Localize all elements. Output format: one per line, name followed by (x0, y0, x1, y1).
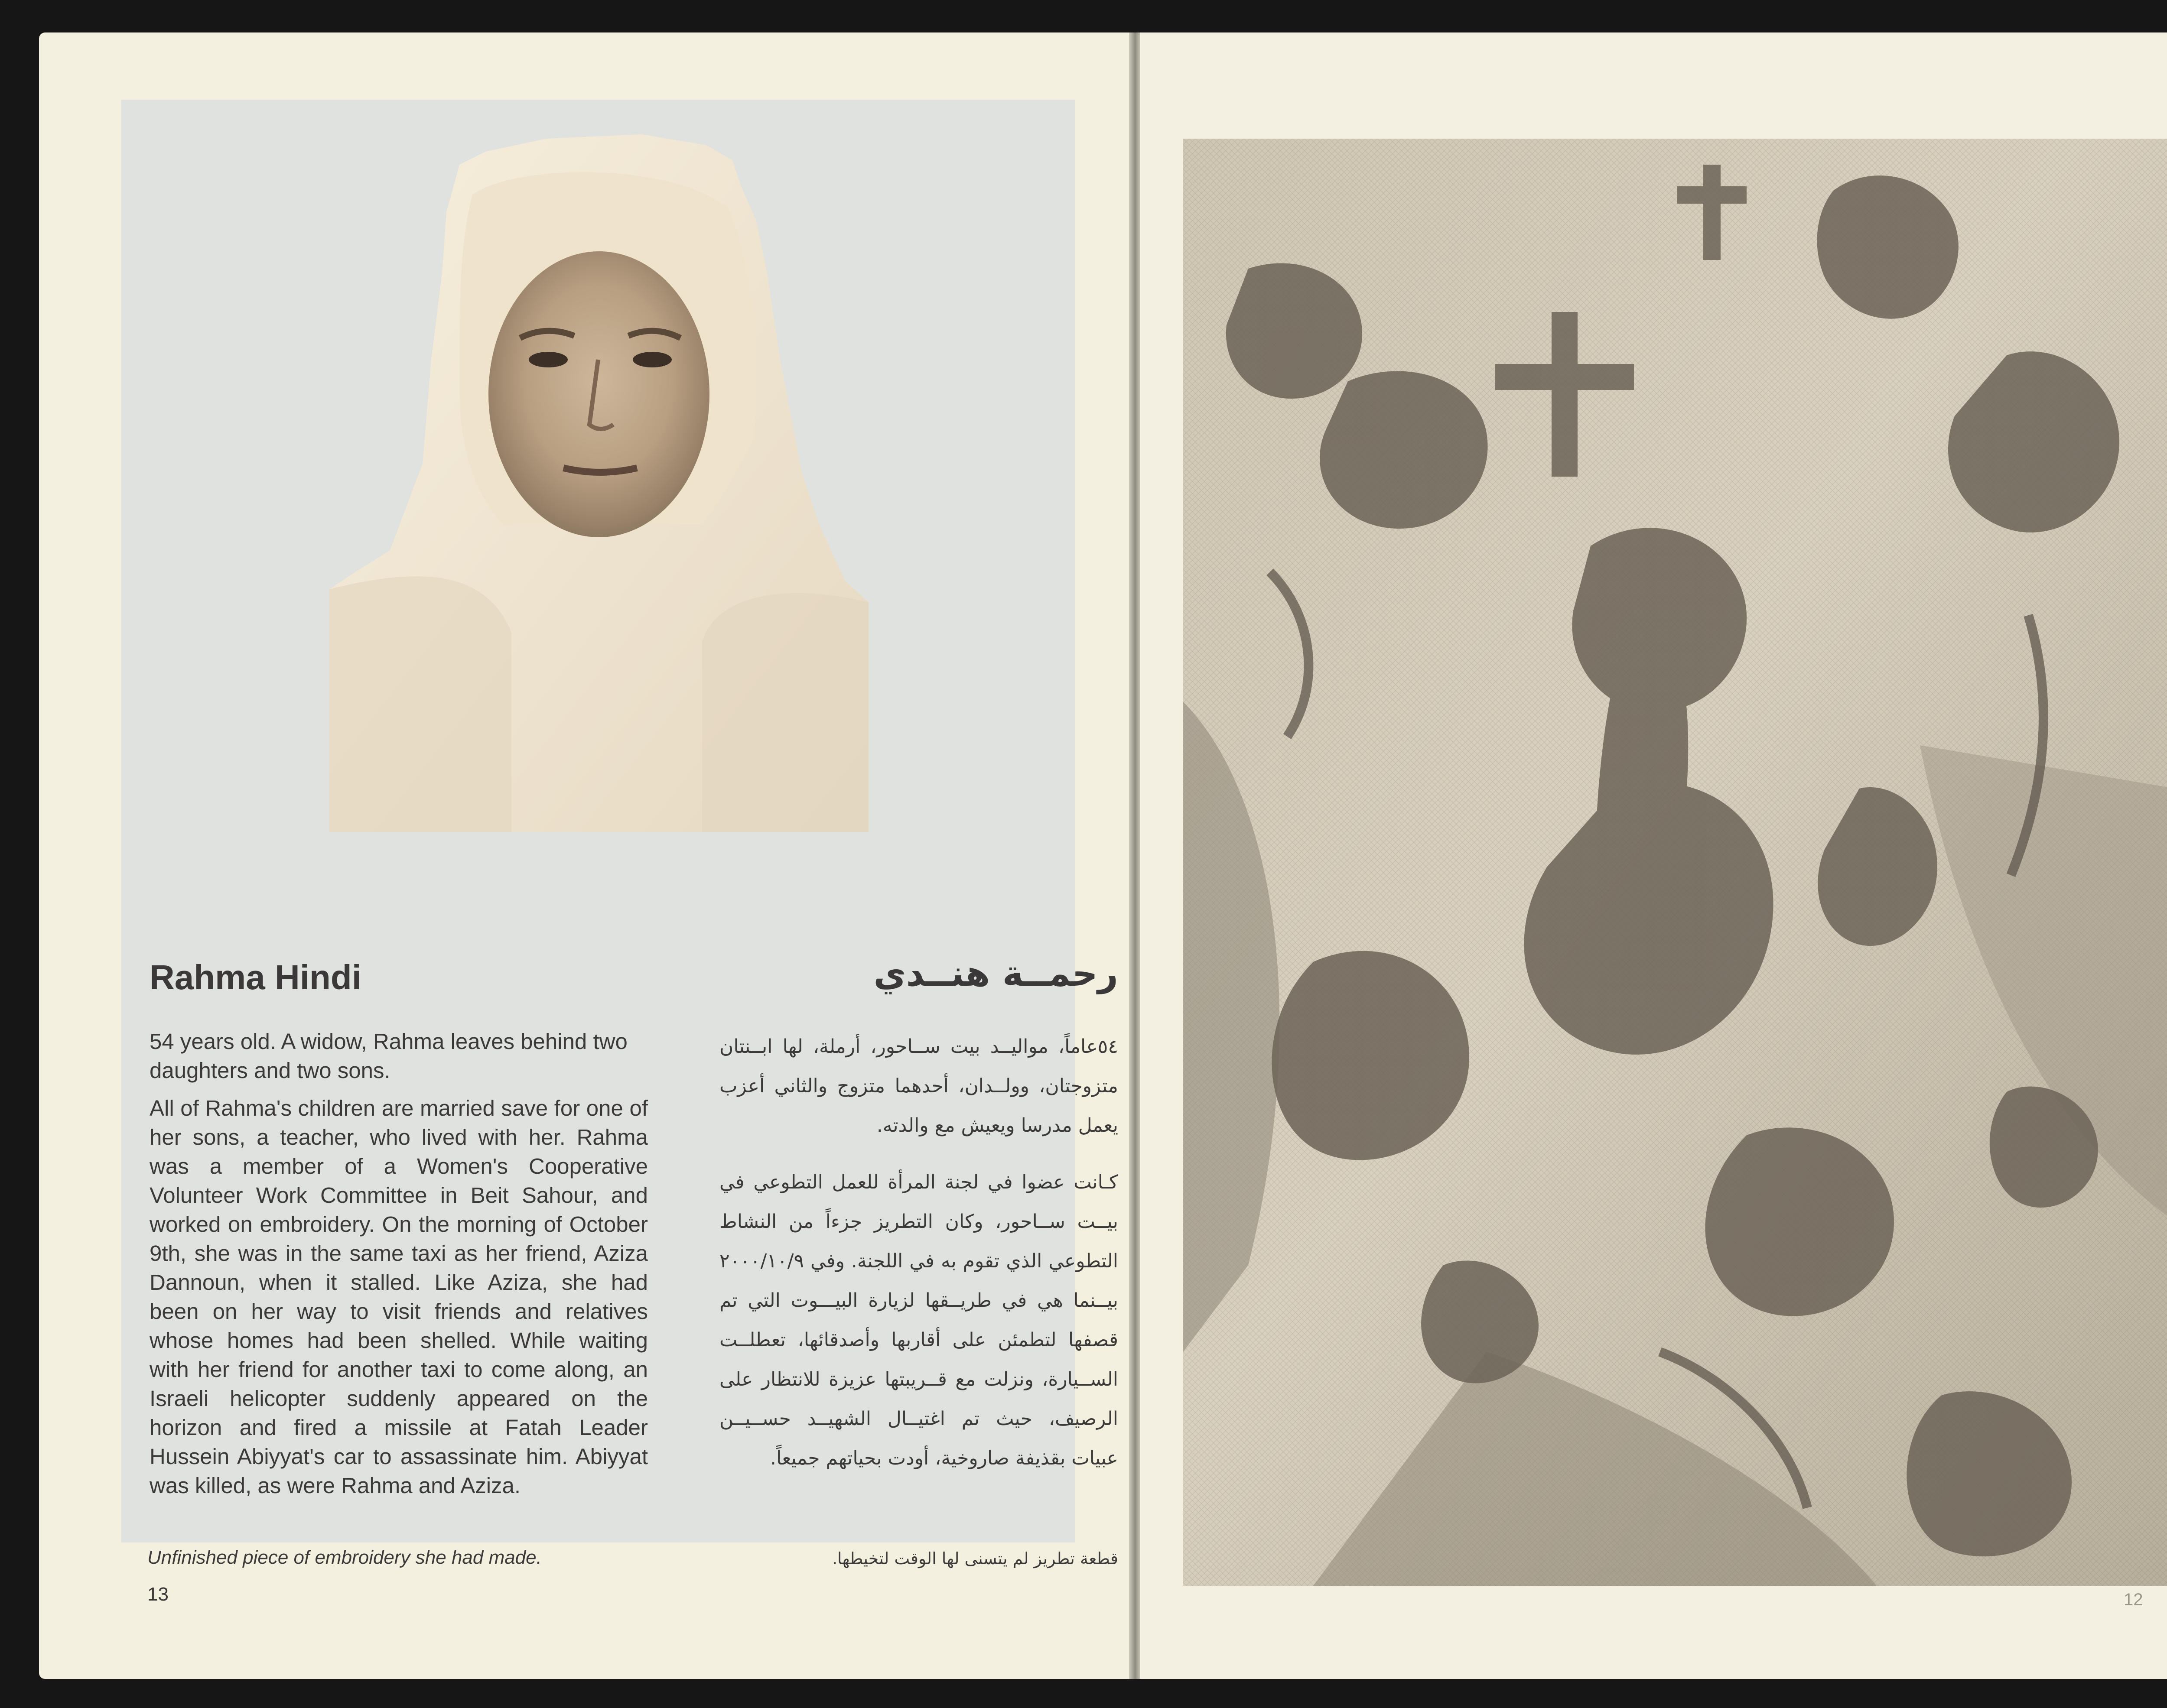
page-number-left: 13 (147, 1584, 169, 1605)
page-number-right: 12 (2124, 1590, 2143, 1609)
arabic-paragraph-2: كـانت عضوا في لجنة المرأة للعمل التطوعي في بيــت ســاحور، وكان التطريز جزءاً من النشاط التطوعي الذي تقوم به في اللجنة. وفي ٢٠٠٠/١٠/٩ بيــنما هي في طريــقها لزيارة البيـــوت التي تم قصفها لتطمئن على أقاربها وأصدقائها، تعطلــت الســيارة، ونزلت مع قــريبتها عزيزة للانتظار على الرصيف، حيث تم اغتيــال الشهيــد حســيــن عبيات بقذيفة صاروخية، أودت بحياتهم جميعاً. (719, 1171, 1118, 1469)
caption-arabic: قطعة تطريز لم يتسنى لها الوقت لتخيطها. (832, 1549, 1118, 1568)
english-biography (150, 1027, 648, 1509)
person-name-arabic: رحمــة هنــدي (873, 953, 1118, 994)
arabic-biography (719, 1027, 1118, 1495)
book-gutter (1129, 32, 1141, 1679)
person-name-english: Rahma Hindi (150, 958, 361, 997)
caption-english: Unfinished piece of embroidery she had made. (147, 1547, 542, 1568)
embroidery-photo (1183, 139, 2167, 1586)
arabic-paragraph-1: ٥٤عاماً، مواليــد بيت ســاحور، أرملة، لها ابــنتان متزوجتان، وولــدان، أحدهما متزوج والثاني أعزب يعمل مدرسا ويعيش مع والدته. (719, 1036, 1118, 1137)
portrait-photo (329, 134, 869, 832)
bio-paragraph-2: All of Rahma's children are married save for one of her sons, a teacher, who lived with her. Rahma was a member of a Women's Cooperative Volunteer Work Committee in Beit Sahour, and worked on embroidery. On the morning of October 9th, she was in the same taxi as her friend, Aziza Dannoun, when it stalled. Like Aziza, she had been on her way to visit friends and relatives whose homes had been shelled. While waiting with her friend for another taxi to come along, an Israeli helicopter suddenly appeared on the horizon and fired a missile at Fatah Leader Hussein Abiyyat's car to assassinate him. Abiyyat was killed, as were Rahma and Aziza. (150, 1096, 648, 1498)
bio-paragraph-1: 54 years old. A widow, Rahma leaves behind two daughters and two sons. (150, 1029, 628, 1083)
